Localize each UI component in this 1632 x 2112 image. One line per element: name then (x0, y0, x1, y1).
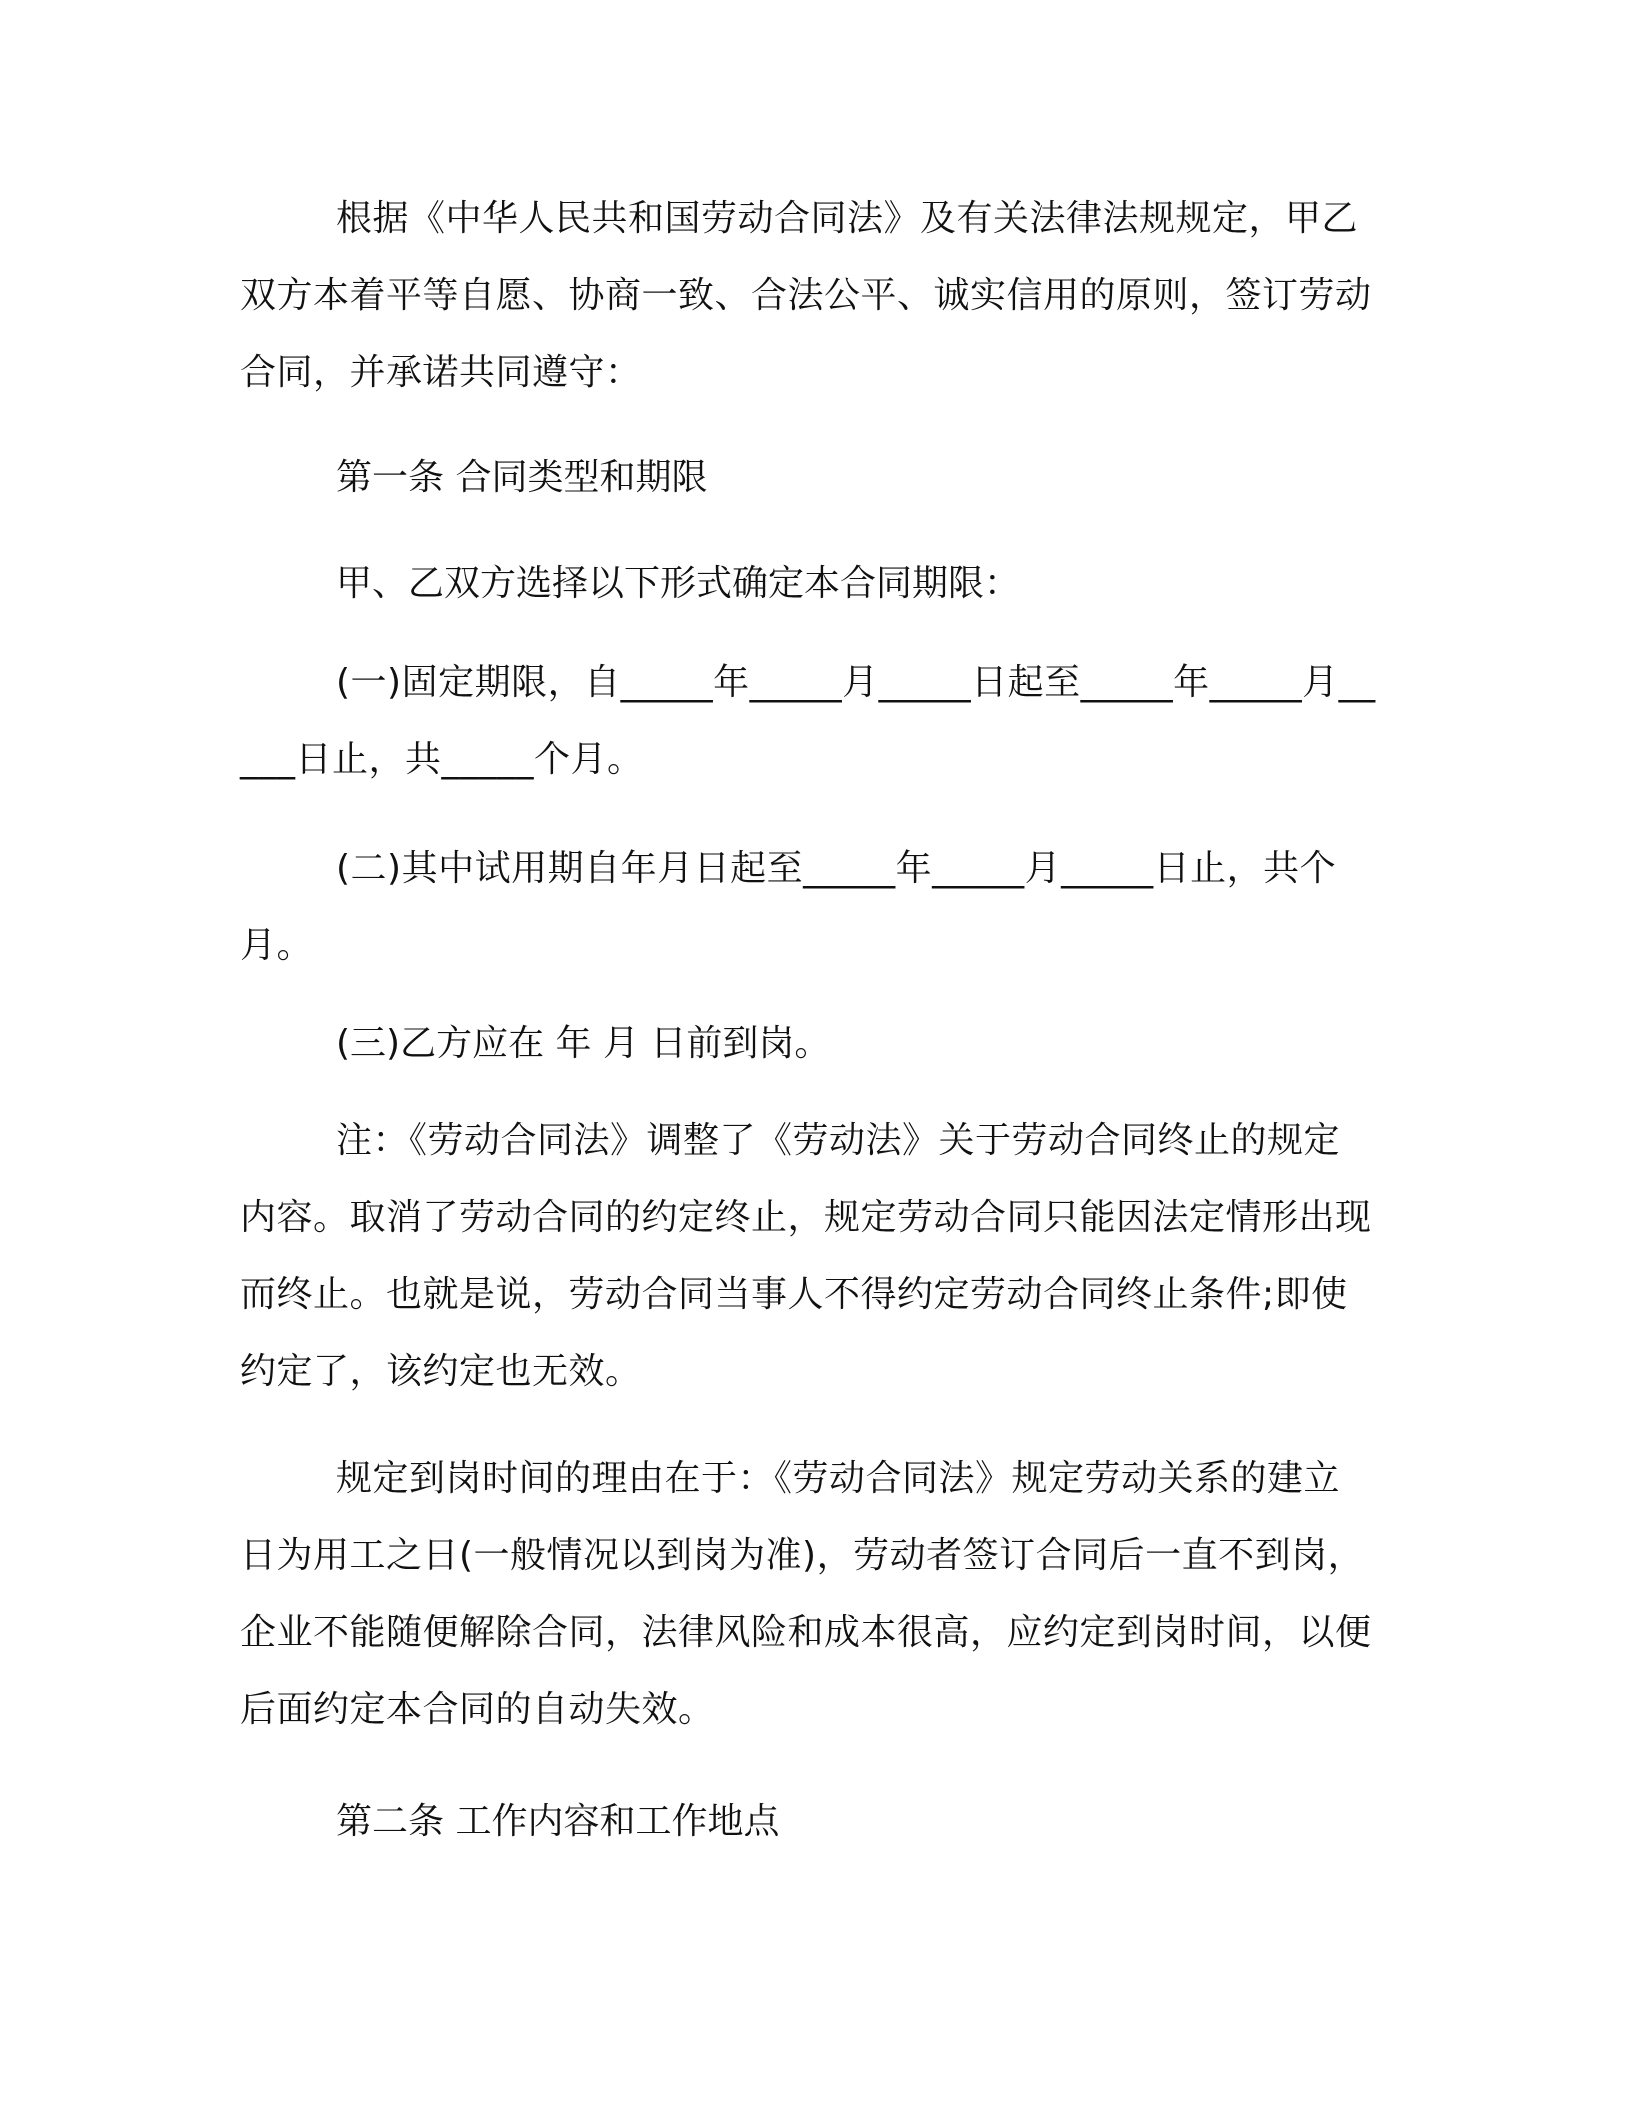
period-intro-paragraph: 甲、乙双方选择以下形式确定本合同期限： (336, 563, 1021, 604)
report-date-paragraph: (三)乙方应在 年 月 日前到岗。 (336, 1023, 831, 1064)
intro-paragraph: 根据《中华人民共和国劳动合同法》及有关法律法规规定，甲乙双方本着平等自愿、协商一致、合法公平、诚实信用的原则，签订劳动合同，并承诺共同遵守： (240, 198, 1372, 393)
article-1-heading: 第一条 合同类型和期限 (336, 457, 708, 498)
note-paragraph: 注：《劳动合同法》调整了《劳动法》关于劳动合同终止的规定内容。取消了劳动合同的约定终止，规定劳动合同只能因法定情形出现而终止。也就是说，劳动合同当事人不得约定劳动合同终止条件;即使约定了，该约定也无效。 (240, 1120, 1372, 1392)
article-2-heading: 第二条 工作内容和工作地点 (336, 1801, 780, 1842)
fixed-term-paragraph: (一)固定期限，自_____年_____月_____日起至_____年_____月_____日止，共_____个月。 (240, 662, 1376, 780)
reason-paragraph: 规定到岗时间的理由在于：《劳动合同法》规定劳动关系的建立日为用工之日(一般情况以到岗为准)，劳动者签订合同后一直不到岗，企业不能随便解除合同，法律风险和成本很高，应约定到岗时间，以便后面约定本合同的自动失效。 (240, 1458, 1372, 1730)
trial-period-paragraph: (二)其中试用期自年月日起至_____年_____月_____日止，共个月。 (240, 848, 1337, 966)
